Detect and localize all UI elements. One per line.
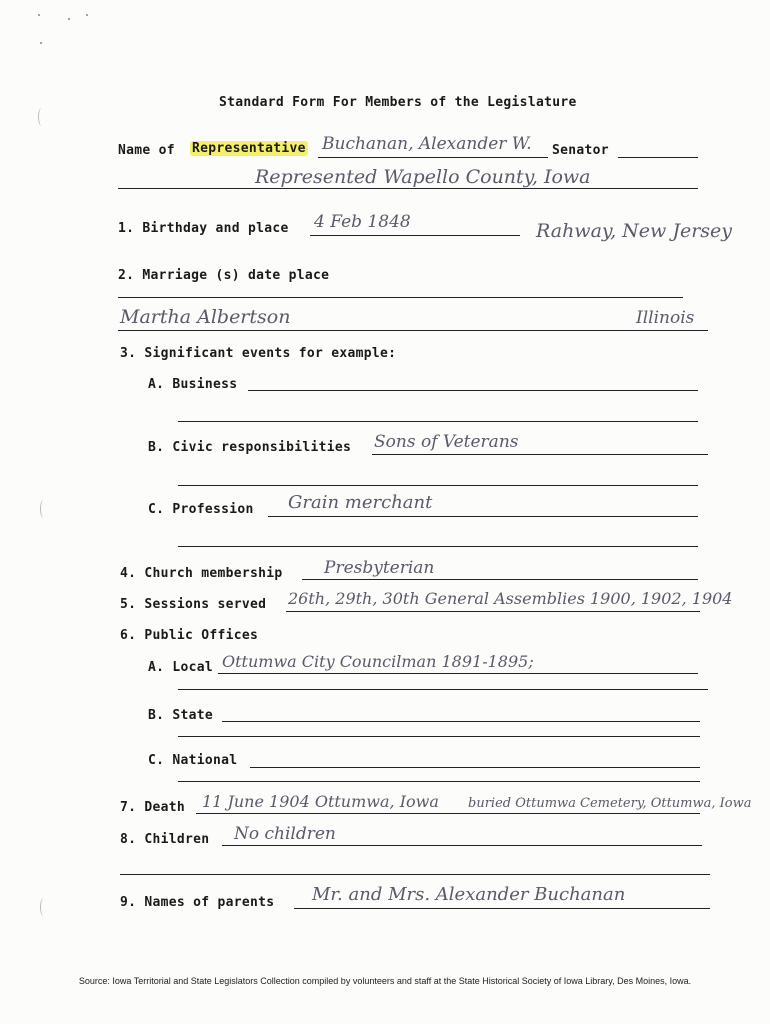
q1-date: 4 Feb 1848 [314, 212, 411, 232]
name-value: Buchanan, Alexander W. [322, 134, 532, 154]
q2-line-1 [118, 297, 683, 298]
senator-line [618, 157, 698, 158]
q3a-label: A. Business [148, 377, 238, 392]
q6a-line-2 [178, 689, 708, 690]
q3c-label: C. Profession [148, 502, 254, 517]
q3c-line-2 [178, 546, 698, 547]
q6a-label: A. Local [148, 660, 214, 675]
q3b-line-2 [178, 485, 698, 486]
q2-place: Illinois [636, 308, 695, 328]
q3a-line-1 [248, 390, 698, 391]
q2-spouse: Martha Albertson [120, 306, 291, 328]
q2-label: 2. Marriage (s) date place [118, 268, 330, 283]
q8-value: No children [234, 824, 336, 844]
q6a-value: Ottumwa City Councilman 1891-1895; [222, 652, 534, 671]
margin-mark [38, 108, 45, 126]
q3c-value: Grain merchant [288, 492, 433, 513]
q3b-line-1 [372, 454, 708, 455]
q5-label: 5. Sessions served [120, 597, 267, 612]
q5-line [286, 611, 700, 612]
q6a-line-1 [218, 673, 698, 674]
represented-value: Represented Wapello County, Iowa [255, 166, 591, 188]
q6b-label: B. State [148, 708, 214, 723]
q9-label: 9. Names of parents [120, 895, 275, 910]
name-label: Name of [118, 143, 175, 158]
representative-label: Representative [192, 141, 306, 156]
source-note: Source: Iowa Territorial and State Legislators Collection compiled by volunteers and staff at the State Historical Society of Iowa Library, Des Moines, Iowa. [78, 976, 692, 986]
q6c-label: C. National [148, 753, 238, 768]
name-line [318, 157, 548, 158]
q3b-label: B. Civic responsibilities [148, 440, 352, 455]
form-title: Standard Form For Members of the Legislature [219, 95, 577, 110]
q6c-line-1 [250, 767, 700, 768]
represented-line [118, 188, 698, 189]
q8-line-2 [120, 874, 710, 875]
q3b-value: Sons of Veterans [374, 432, 519, 452]
q2-line-2 [118, 330, 708, 331]
scan-speck [68, 18, 70, 20]
q6c-line-2 [178, 781, 700, 782]
q8-label: 8. Children [120, 832, 210, 847]
q5-value: 26th, 29th, 30th General Assemblies 1900, 1902, 1904 [288, 589, 733, 608]
q4-label: 4. Church membership [120, 566, 283, 581]
q4-line [302, 579, 698, 580]
senator-label: Senator [552, 143, 609, 158]
q9-value: Mr. and Mrs. Alexander Buchanan [312, 884, 626, 905]
q4-value: Presbyterian [324, 558, 435, 578]
q6-label: 6. Public Offices [120, 628, 259, 643]
q6b-line-1 [222, 721, 700, 722]
scan-speck [40, 42, 42, 44]
q9-line [294, 908, 710, 909]
q8-line [222, 845, 702, 846]
q3-label: 3. Significant events for example: [120, 346, 397, 361]
q1-label: 1. Birthday and place [118, 221, 289, 236]
q7-value: 11 June 1904 Ottumwa, Iowa [202, 792, 439, 811]
q7-burial: buried Ottumwa Cemetery, Ottumwa, Iowa [468, 796, 752, 811]
q7-label: 7. Death [120, 800, 186, 815]
margin-mark [40, 500, 47, 518]
q3a-line-2 [178, 421, 698, 422]
q3c-line-1 [268, 516, 698, 517]
q7-line [196, 813, 700, 814]
q1-line [310, 235, 520, 236]
margin-mark [40, 898, 47, 916]
q1-place: Rahway, New Jersey [536, 220, 733, 242]
scan-speck [86, 14, 88, 16]
scan-speck [38, 14, 40, 16]
q6b-line-2 [178, 736, 700, 737]
